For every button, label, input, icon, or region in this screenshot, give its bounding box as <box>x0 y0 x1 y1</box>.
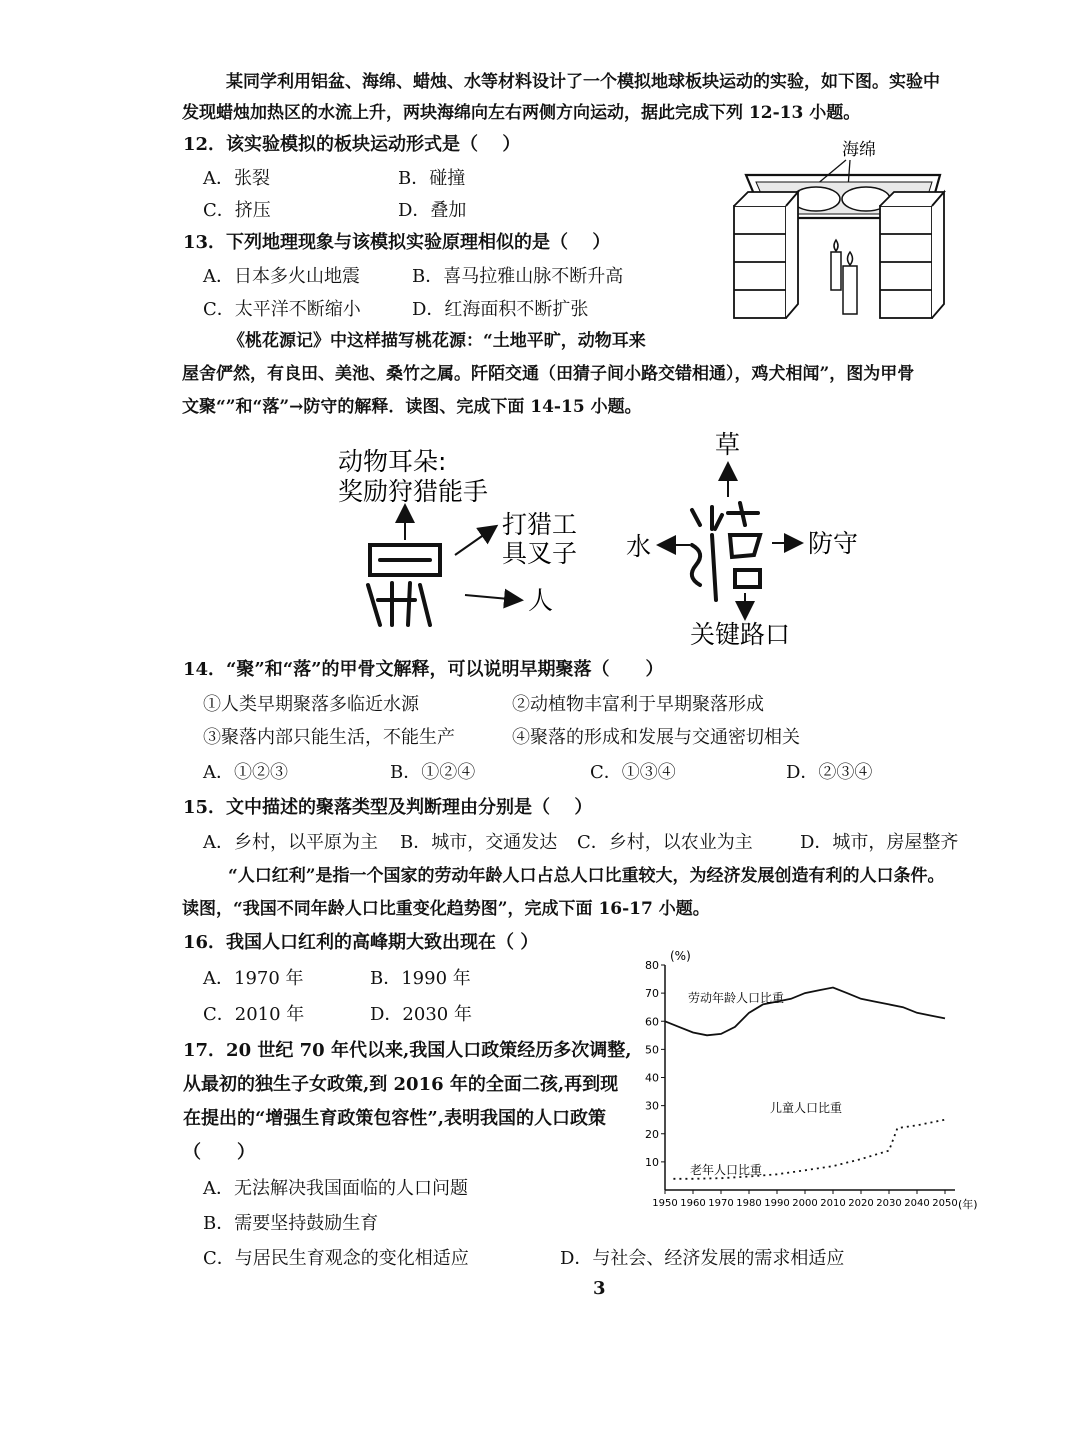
q14-option-c[interactable]: C．①③④ <box>590 762 676 783</box>
page-number: 3 <box>593 1278 606 1299</box>
q14-option-d[interactable]: D．②③④ <box>786 762 873 783</box>
q17-stem-line3: 在提出的“增强生育政策包容性”,表明我国的人口政策 <box>183 1108 606 1129</box>
q15-option-c[interactable]: C．乡村，以农业为主 <box>577 832 753 853</box>
q17-stem-line4: （ ） <box>183 1142 255 1163</box>
experiment-figure <box>728 130 968 330</box>
y-tick-label: 80 <box>645 959 659 972</box>
x-tick-label: 2030 <box>876 1198 902 1209</box>
q13-option-d[interactable]: D．红海面积不断扩张 <box>412 299 589 320</box>
ju-ear-label-1: 动物耳朵: <box>338 447 447 476</box>
q17-option-a[interactable]: A．无法解决我国面临的人口问题 <box>203 1178 468 1199</box>
luo-water-label: 水 <box>626 532 652 561</box>
q17-option-b[interactable]: B．需要坚持鼓励生育 <box>203 1213 379 1234</box>
candles <box>831 240 857 314</box>
luo-defend-label: 防守 <box>808 529 859 558</box>
x-tick-label: 2020 <box>848 1198 874 1209</box>
x-tick-label: 1950 <box>652 1198 678 1209</box>
q12-option-a[interactable]: A．张裂 <box>203 168 270 189</box>
x-axis-unit: (年) <box>958 1198 978 1211</box>
q16-option-d[interactable]: D．2030 年 <box>370 1004 472 1025</box>
intro2-line2: 屋舍俨然，有良田、美池、桑竹之属。阡陌交通（田猜子间小路交错相通），鸡犬相闻”，图为甲骨 <box>182 364 915 384</box>
sponge-left <box>792 187 840 211</box>
x-tick-label: 1970 <box>708 1198 734 1209</box>
q16-stem: 16．我国人口红利的高峰期大致出现在（ ） <box>183 932 539 953</box>
left-brick-stack <box>734 192 798 318</box>
x-tick-label: 2040 <box>904 1198 930 1209</box>
intro2-line1: 《桃花源记》中这样描写桃花源：“土地平旷，动物耳来 <box>228 331 646 351</box>
luo-road-label: 关键路口 <box>690 620 791 649</box>
intro1-line2: 发现蜡烛加热区的水流上升，两块海绵向左右两侧方向运动，据此完成下列 12-13 小题。 <box>182 103 861 123</box>
x-tick-label: 1990 <box>764 1198 790 1209</box>
q14-option-b[interactable]: B．①②④ <box>390 762 476 783</box>
ju-person-label: 人 <box>528 586 554 615</box>
luo-character-glyph <box>692 503 760 600</box>
luo-grass-label: 草 <box>715 430 741 459</box>
y-tick-label: 40 <box>645 1071 659 1085</box>
q15-option-d[interactable]: D．城市，房屋整齐 <box>800 832 959 853</box>
population-chart <box>640 940 1000 1220</box>
q14-item-1: ①人类早期聚落多临近水源 <box>203 694 419 715</box>
y-tick-label: 60 <box>645 1015 659 1029</box>
q13-option-a[interactable]: A．日本多火山地震 <box>203 266 360 287</box>
q17-option-c[interactable]: C．与居民生育观念的变化相适应 <box>203 1248 469 1269</box>
y-tick-label: 30 <box>645 1099 659 1113</box>
intro2-line3: 文聚“”和“落”→防守的解释．读图、完成下面 14-15 小题。 <box>182 397 642 417</box>
q15-stem: 15．文中描述的聚落类型及判断理由分别是（ ） <box>183 797 593 818</box>
y-axis-unit: (%) <box>670 949 691 963</box>
q17-option-d[interactable]: D．与社会、经济发展的需求相适应 <box>560 1248 845 1269</box>
q14-item-2: ②动植物丰富利于早期聚落形成 <box>512 694 764 715</box>
q13-stem: 13．下列地理现象与该模拟实验原理相似的是（ ） <box>183 232 611 253</box>
ju-tool-label-1: 打猎工 <box>502 510 578 539</box>
x-tick-label: 1960 <box>680 1198 706 1209</box>
ju-tool-label-2: 具叉子 <box>502 539 578 568</box>
intro3-line1: “人口红利”是指一个国家的劳动年龄人口占总人口比重较大，为经济发展创造有利的人口条件。 <box>228 866 945 886</box>
y-tick-label: 20 <box>645 1127 659 1141</box>
series-label-working-age: 劳动年龄人口比重 <box>688 991 785 1005</box>
series-label-children: 儿童人口比重 <box>770 1101 843 1115</box>
x-tick-label: 1980 <box>736 1198 762 1209</box>
ju-ear-label-2: 奖励狩猎能手 <box>338 477 489 506</box>
y-tick-label: 10 <box>645 1155 659 1169</box>
q12-stem: 12．该实验模拟的板块运动形式是（ ） <box>183 134 521 155</box>
q14-stem: 14．“聚”和“落”的甲骨文解释，可以说明早期聚落（ ） <box>183 659 664 680</box>
q15-option-a[interactable]: A．乡村，以平原为主 <box>203 832 378 853</box>
right-brick-stack <box>880 192 944 318</box>
q17-stem-line2: 从最初的独生子女政策,到 2016 年的全面二孩,再到现 <box>183 1074 619 1095</box>
q13-option-c[interactable]: C．太平洋不断缩小 <box>203 299 361 320</box>
intro1-line1: 某同学利用铝盆、海绵、蜡烛、水等材料设计了一个模拟地球板块运动的实验，如下图。实验中 <box>226 72 940 92</box>
q12-option-c[interactable]: C．挤压 <box>203 200 271 221</box>
q17-stem-line1: 17．20 世纪 70 年代以来,我国人口政策经历多次调整, <box>183 1040 632 1061</box>
y-tick-label: 50 <box>645 1043 659 1057</box>
q14-option-a[interactable]: A．①②③ <box>203 762 288 783</box>
q14-item-3: ③聚落内部只能生活，不能生产 <box>203 727 455 748</box>
y-tick-label: 70 <box>645 987 659 1001</box>
sponge-label: 海绵 <box>842 140 876 160</box>
intro3-line2: 读图，“我国不同年龄人口比重变化趋势图”，完成下面 16-17 小题。 <box>182 899 710 919</box>
q12-option-b[interactable]: B．碰撞 <box>398 168 466 189</box>
x-tick-label: 2050 <box>932 1198 958 1209</box>
series-label-elderly: 老年人口比重 <box>690 1163 763 1177</box>
q16-option-b[interactable]: B．1990 年 <box>370 968 471 989</box>
x-tick-label: 2000 <box>792 1198 818 1209</box>
q12-option-d[interactable]: D．叠加 <box>398 200 467 221</box>
x-tick-label: 2010 <box>820 1198 846 1209</box>
ju-character-glyph <box>368 545 440 625</box>
q13-option-b[interactable]: B．喜马拉雅山脉不断升高 <box>412 266 624 287</box>
q16-option-c[interactable]: C．2010 年 <box>203 1004 305 1025</box>
q16-option-a[interactable]: A．1970 年 <box>203 968 304 989</box>
q15-option-b[interactable]: B．城市，交通发达 <box>400 832 558 853</box>
oracle-bone-figure <box>320 425 880 655</box>
q14-item-4: ④聚落的形成和发展与交通密切相关 <box>512 727 800 748</box>
